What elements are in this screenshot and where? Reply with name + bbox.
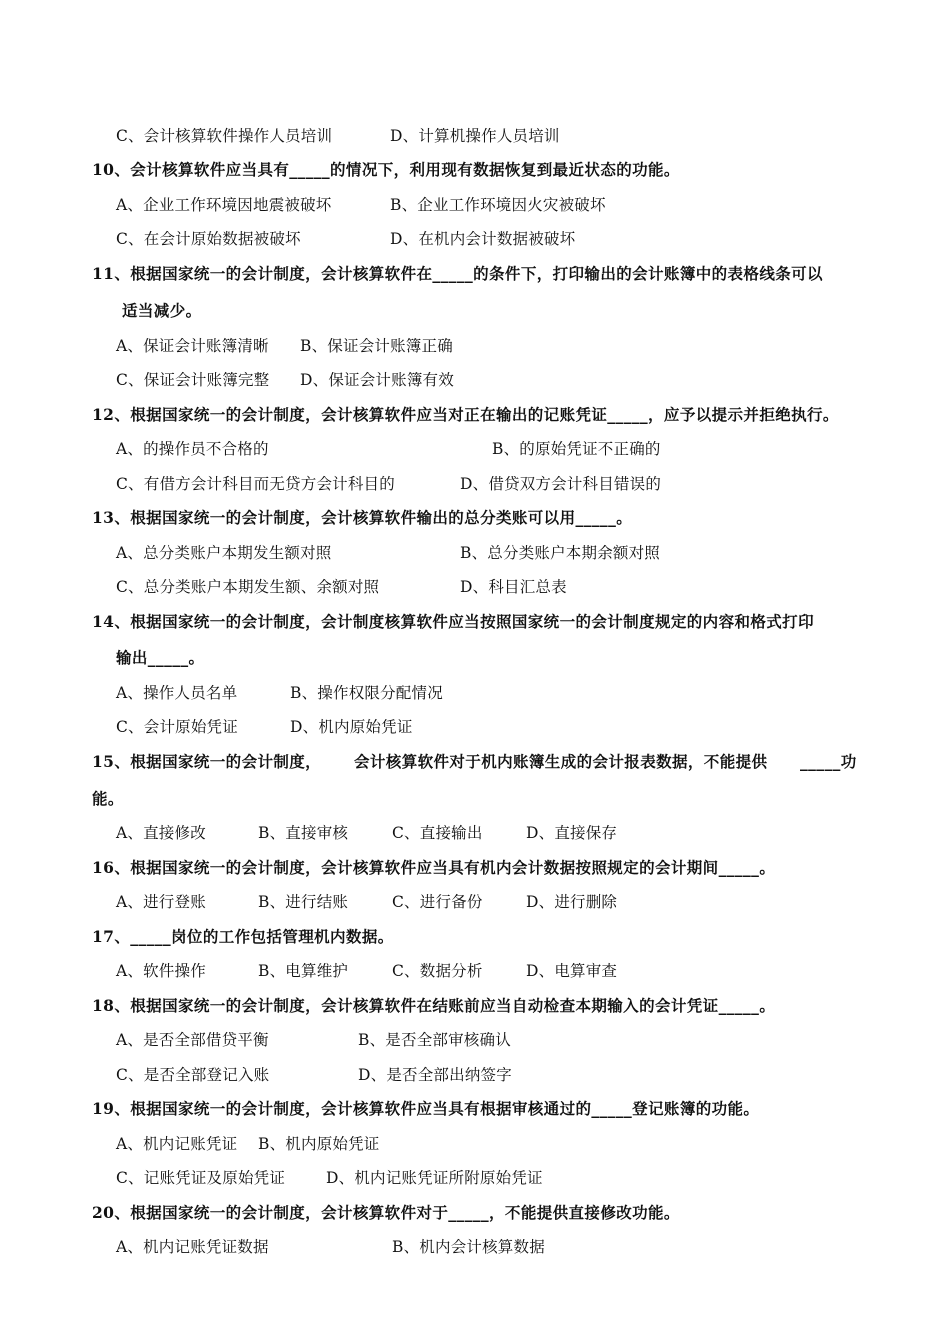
q16-option-b: B、进行结账 <box>258 893 349 911</box>
q17-option-a: A、软件操作 <box>116 962 206 980</box>
q15-stem-cont: 能。 <box>92 789 124 808</box>
q10-option-d: D、在机内会计数据被破坏 <box>390 230 576 248</box>
q20-stem: 20、根据国家统一的会计制度，会计核算软件对于_____，不能提供直接修改功能。 <box>92 1203 680 1222</box>
q16-option-a: A、进行登账 <box>116 893 206 911</box>
q12-option-a: A、的操作员不合格的 <box>116 440 269 458</box>
q18-option-d: D、是否全部出纳签字 <box>358 1066 512 1084</box>
q11-option-a: A、保证会计账簿清晰 <box>116 337 269 355</box>
q10-stem: 10、会计核算软件应当具有_____的情况下，利用现有数据恢复到最近状态的功能。 <box>92 160 680 179</box>
q19-stem: 19、根据国家统一的会计制度，会计核算软件应当具有根据审核通过的_____登记账簿的功能。 <box>92 1099 760 1118</box>
q20-option-b: B、机内会计核算数据 <box>392 1238 545 1256</box>
q18-option-a: A、是否全部借贷平衡 <box>116 1031 269 1049</box>
q16-option-c: C、进行备份 <box>392 893 483 911</box>
q17-stem: 17、_____岗位的工作包括管理机内数据。 <box>92 927 394 946</box>
q17-option-c: C、数据分析 <box>392 962 483 980</box>
q11-stem-cont: 适当减少。 <box>122 301 202 320</box>
q9-option-d: D、计算机操作人员培训 <box>390 127 560 145</box>
q14-option-c: C、会计原始凭证 <box>116 718 238 736</box>
q16-option-d: D、进行删除 <box>526 893 618 911</box>
q10-option-b: B、企业工作环境因火灾被破坏 <box>390 196 606 214</box>
q15-option-a: A、直接修改 <box>116 824 206 842</box>
q17-option-b: B、电算维护 <box>258 962 349 980</box>
q18-option-b: B、是否全部审核确认 <box>358 1031 511 1049</box>
q14-option-b: B、操作权限分配情况 <box>290 684 443 702</box>
q20-option-a: A、机内记账凭证数据 <box>116 1238 269 1256</box>
q15-option-d: D、直接保存 <box>526 824 618 842</box>
q16-stem: 16、根据国家统一的会计制度，会计核算软件应当具有机内会计数据按照规定的会计期间_____。 <box>92 858 776 877</box>
q12-option-d: D、借贷双方会计科目错误的 <box>460 475 662 493</box>
q13-option-d: D、科目汇总表 <box>460 578 567 596</box>
q13-option-a: A、总分类账户本期发生额对照 <box>116 544 332 562</box>
q15-option-b: B、直接审核 <box>258 824 349 842</box>
q14-option-a: A、操作人员名单 <box>116 684 238 702</box>
q13-option-b: B、总分类账户本期余额对照 <box>460 544 660 562</box>
q11-option-d: D、保证会计账簿有效 <box>300 371 454 389</box>
q19-option-a: A、机内记账凭证 <box>116 1135 238 1153</box>
q10-option-c: C、在会计原始数据被破坏 <box>116 230 301 248</box>
q13-stem: 13、根据国家统一的会计制度，会计核算软件输出的总分类账可以用_____。 <box>92 508 633 527</box>
q15-option-c: C、直接输出 <box>392 824 483 842</box>
q19-option-d: D、机内记账凭证所附原始凭证 <box>326 1169 543 1187</box>
q10-option-a: A、企业工作环境因地震被破坏 <box>116 196 332 214</box>
q11-option-c: C、保证会计账簿完整 <box>116 371 270 389</box>
q12-option-c: C、有借方会计科目而无贷方会计科目的 <box>116 475 395 493</box>
q18-option-c: C、是否全部登记入账 <box>116 1066 270 1084</box>
q11-option-b: B、保证会计账簿正确 <box>300 337 453 355</box>
q17-option-d: D、电算审查 <box>526 962 618 980</box>
q15-stem-end: _____功 <box>800 752 857 771</box>
q14-stem: 14、根据国家统一的会计制度，会计制度核算软件应当按照国家统一的会计制度规定的内容和格式打印 <box>92 612 814 631</box>
q11-stem: 11、根据国家统一的会计制度，会计核算软件在_____的条件下，打印输出的会计账簿中的表格线条可以 <box>92 264 823 283</box>
q12-option-b: B、的原始凭证不正确的 <box>492 440 661 458</box>
q12-stem: 12、根据国家统一的会计制度，会计核算软件应当对正在输出的记账凭证_____，应予以提示并拒绝执行。 <box>92 405 839 424</box>
q9-option-c: C、会计核算软件操作人员培训 <box>116 127 333 145</box>
q14-option-d: D、机内原始凭证 <box>290 718 413 736</box>
q19-option-c: C、记账凭证及原始凭证 <box>116 1169 286 1187</box>
q15-stem-start: 15、根据国家统一的会计制度， <box>92 752 322 771</box>
q19-option-b: B、机内原始凭证 <box>258 1135 380 1153</box>
q13-option-c: C、总分类账户本期发生额、余额对照 <box>116 578 380 596</box>
q15-stem-middle: 会计核算软件对于机内账簿生成的会计报表数据，不能提供 <box>354 752 768 771</box>
q18-stem: 18、根据国家统一的会计制度，会计核算软件在结账前应当自动检查本期输入的会计凭证_____。 <box>92 996 776 1015</box>
q14-stem-cont: 输出_____。 <box>116 648 205 667</box>
